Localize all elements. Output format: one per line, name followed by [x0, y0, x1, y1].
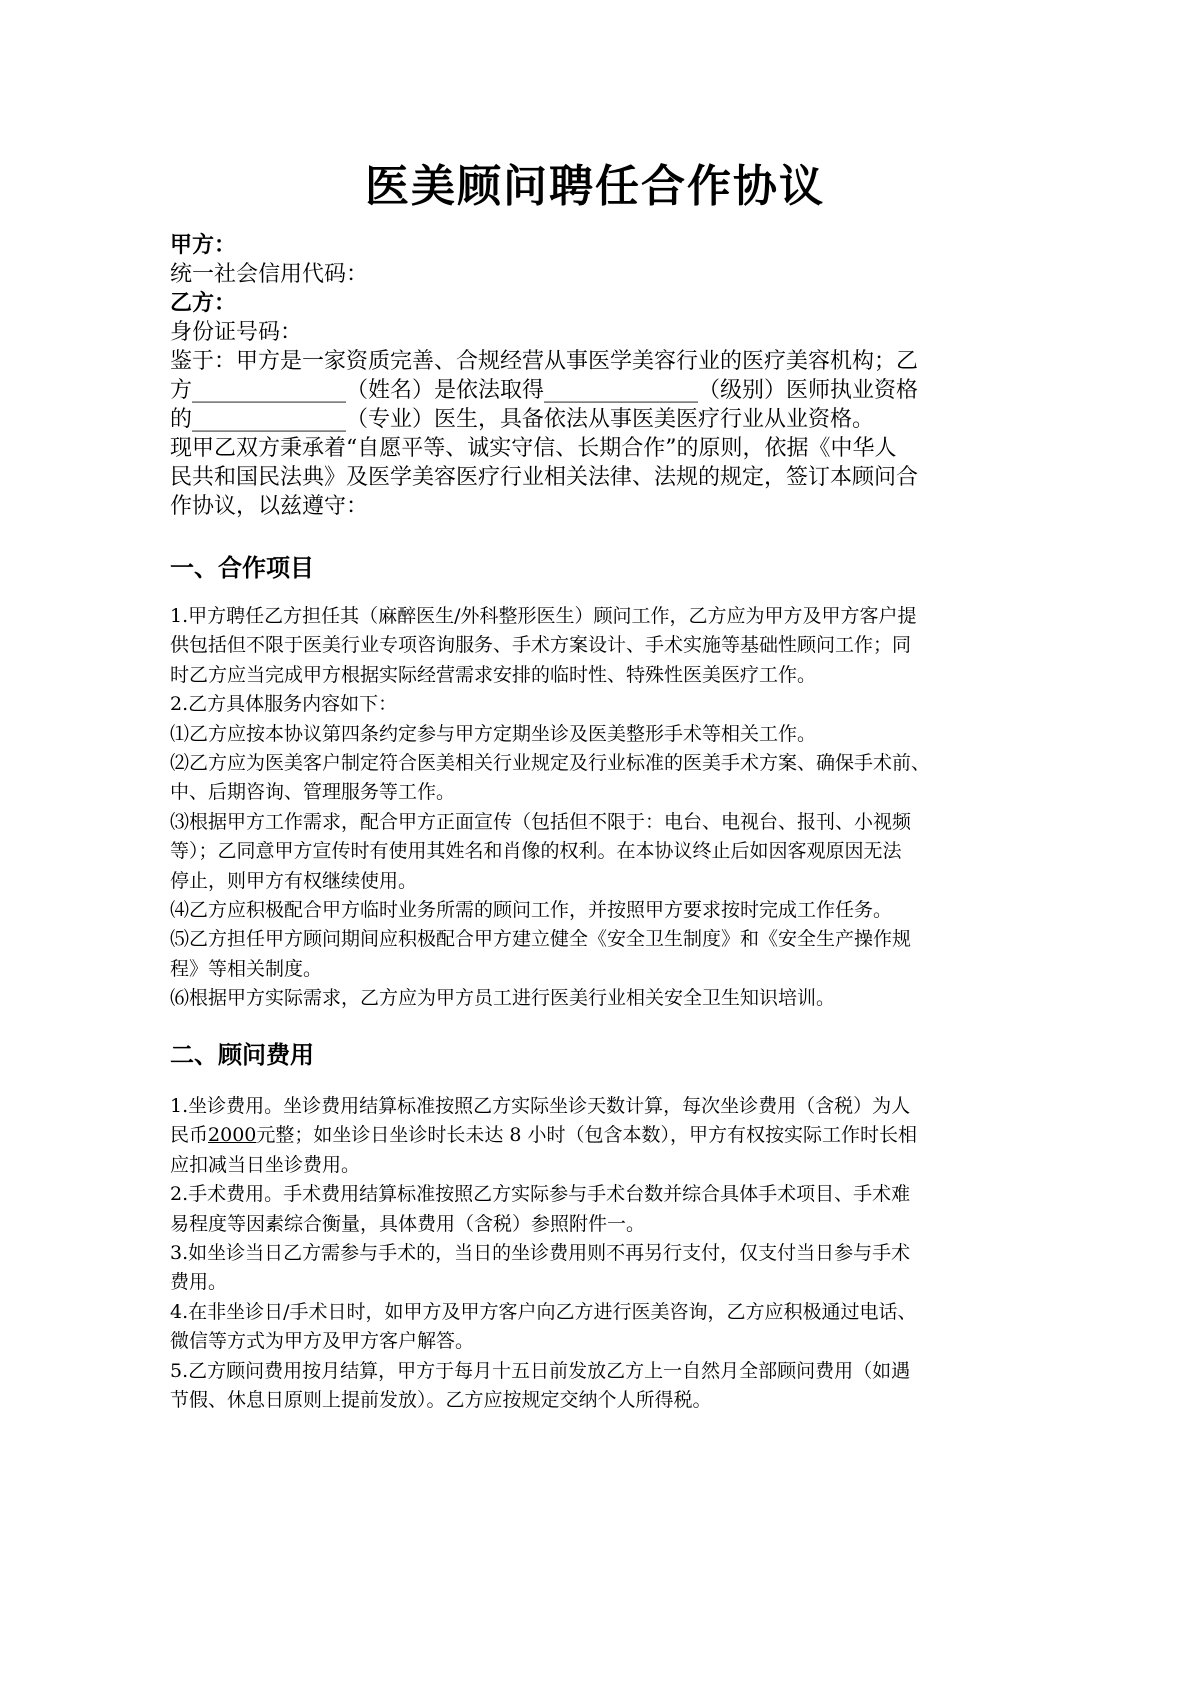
clause-line	[170, 1121, 1030, 1150]
fee-amount: 2000	[208, 1124, 257, 1147]
clause-line: 1.坐诊费用。坐诊费用结算标准按照乙方实际坐诊天数计算，每次坐诊费用（含税）为人	[170, 1095, 911, 1117]
clause-line: 中、后期咨询、管理服务等工作。	[170, 781, 456, 804]
clause-line: 3.如坐诊当日乙方需参与手术的，当日的坐诊费用则不再另行支付，仅支付当日参与手术	[170, 1241, 911, 1264]
preamble-line: 的______________（专业）医生，具备依法从事医美医疗行业从业资格。	[170, 407, 875, 432]
clause-line: ⑷乙方应积极配合甲方临时业务所需的顾问工作，并按照甲方要求按时完成工作任务。	[170, 898, 893, 921]
clause-line: 2.手术费用。手术费用结算标准按照乙方实际参与手术台数并综合具体手术项目、手术难	[170, 1183, 911, 1206]
clause-line: 时乙方应当完成甲方根据实际经营需求安排的临时性、特殊性医美医疗工作。	[170, 663, 817, 686]
clause-line: 4.在非坐诊日/手术日时，如甲方及甲方客户向乙方进行医美咨询，乙方应积极通过电话、	[170, 1300, 917, 1323]
clause-line: ⑶根据甲方工作需求，配合甲方正面宣传（包括但不限于：电台、电视台、报刊、小视频	[170, 810, 912, 833]
clause-line: 2.乙方具体服务内容如下：	[170, 693, 398, 716]
clause-line: 5.乙方顾问费用按月结算，甲方于每月十五日前发放乙方上一自然月全部顾问费用（如遇	[170, 1359, 911, 1382]
clause-line: 停止，则甲方有权继续使用。	[170, 869, 418, 892]
section-1-heading: 一、合作项目	[170, 554, 314, 582]
preamble-line: 方______________（姓名）是依法取得______________（级别）医师执业资格	[170, 378, 919, 403]
clause-line: ⑴乙方应按本协议第四条约定参与甲方定期坐诊及医美整形手术等相关工作。	[170, 722, 817, 745]
clause-line: 微信等方式为甲方及甲方客户解答。	[170, 1330, 475, 1353]
preamble-line: 作协议，以兹遵守：	[170, 494, 369, 519]
document-title: 医美顾问聘任合作协议	[365, 161, 825, 212]
clause-text: 民币	[170, 1124, 209, 1147]
clause-line: 1.甲方聘任乙方担任其（麻醉医生/外科整形医生）顾问工作，乙方应为甲方及甲方客户提	[170, 605, 917, 627]
clause-line: ⑵乙方应为医美客户制定符合医美相关行业规定及行业标准的医美手术方案、确保手术前、	[170, 751, 931, 774]
section-1-body	[170, 602, 1030, 1013]
preamble-line: 现甲乙双方秉承着“自愿平等、诚实守信、长期合作”的原则，依据《中华人	[170, 436, 897, 461]
clause-text: 元整；如坐诊日坐诊时长未达 8 小时（包含本数），甲方有权按实际工作时长相	[256, 1124, 918, 1147]
section-2-heading: 二、顾问费用	[170, 1041, 314, 1069]
clause-line: ⑸乙方担任甲方顾问期间应积极配合甲方建立健全《安全卫生制度》和《安全生产操作规	[170, 928, 912, 951]
clause-line: 应扣减当日坐诊费用。	[170, 1153, 361, 1176]
clause-line: 费用。	[170, 1271, 228, 1294]
party-b-label: 乙方：	[170, 291, 237, 316]
clause-line: 节假、休息日原则上提前发放）。乙方应按规定交纳个人所得税。	[170, 1388, 712, 1411]
clause-line: 供包括但不限于医美行业专项咨询服务、手术方案设计、手术实施等基础性顾问工作；同	[170, 634, 912, 657]
clause-line: 易程度等因素综合衡量，具体费用（含税）参照附件一。	[170, 1212, 646, 1235]
clause-line: ⑹根据甲方实际需求，乙方应为甲方员工进行医美行业相关安全卫生知识培训。	[170, 987, 836, 1010]
preamble-line: 鉴于：甲方是一家资质完善、合规经营从事医学美容行业的医疗美容机构；乙	[170, 349, 919, 374]
credit-code-label: 统一社会信用代码：	[170, 262, 369, 287]
party-a-label: 甲方：	[170, 233, 237, 258]
id-number-label: 身份证号码：	[170, 320, 303, 345]
clause-line: 等）；乙同意甲方宣传时有使用其姓名和肖像的权利。在本协议终止后如因客观原因无法	[170, 840, 902, 863]
section-2-body	[170, 1092, 1030, 1415]
preamble-line: 民共和国民法典》及医学美容医疗行业相关法律、法规的规定，签订本顾问合	[170, 465, 919, 490]
clause-line: 程》等相关制度。	[170, 957, 323, 980]
parties-block	[170, 231, 1030, 521]
